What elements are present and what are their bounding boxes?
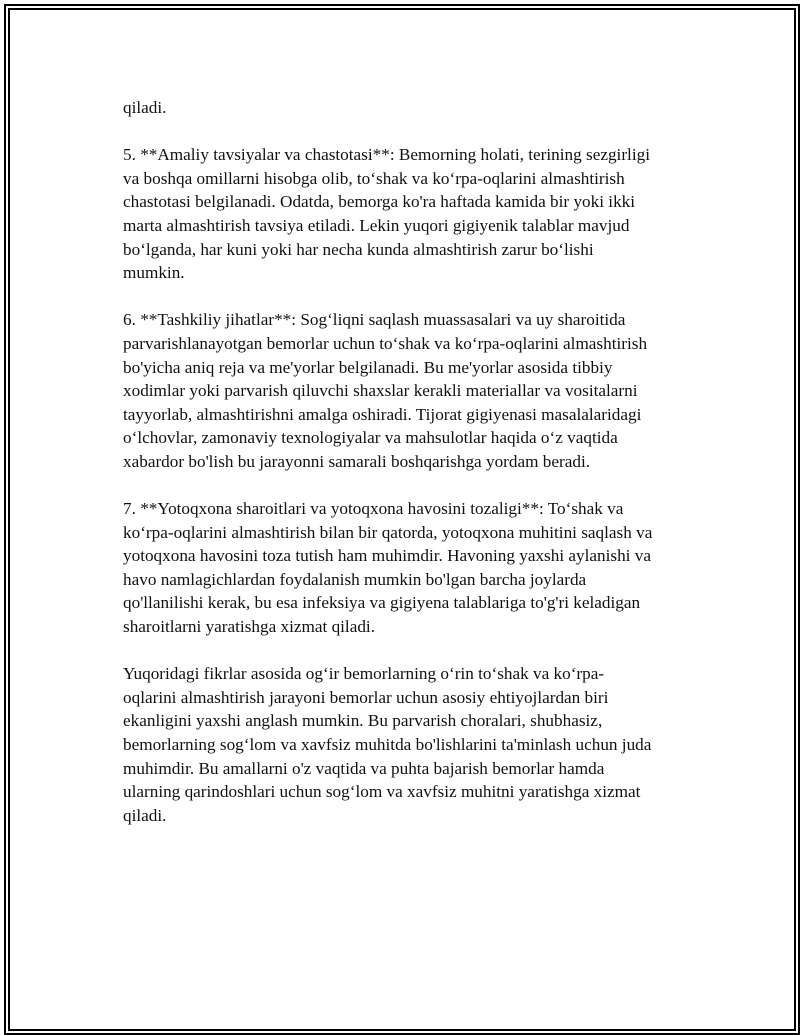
paragraph-conclusion: Yuqoridagi fikrlar asosida og‘ir bemorlarning o‘rin to‘shak va ko‘rpa- oqlarini almashtirish jarayoni bemorlar uchun asosiy ehtiyojlardan biri ekanligini yaxshi anglash mumkin. Bu parvarish choralari, shubhasiz, bemorlarning sog‘lom va xavfsiz muhitda bo'lishlarini ta'minlash uchun juda muhimdir. Bu amallarni o'z vaqtida va puhta bajarish bemorlar hamda ularning qarindoshlari uchun sog‘lom va xavfsiz muhitni yaratishga xizmat qiladi. (123, 664, 652, 825)
paragraph-item-7: 7. **Yotoqxona sharoitlari va yotoqxona havosini tozaligi**: To‘shak va ko‘rpa-oqlarini almashtirish bilan bir qatorda, yotoqxona muhitini saqlash va yotoqxona havosini toza tutish ham muhimdir. Havoning yaxshi aylanishi va havo namlagichlardan foydalanish mumkin bo'lgan barcha joylarda qo'llanilishi kerak, bu esa infeksiya va gigiyena talablariga to'g'ri keladigan sharoitlarni yaratishga xizmat qiladi. (123, 499, 653, 637)
paragraph-item-5: 5. **Amaliy tavsiyalar va chastotasi**: Bemorning holati, terining sezgirligi va boshqa omillarni hisobga olib, to‘shak va ko‘rpa-oqlarini almashtirish chastotasi belgilanadi. Odatda, bemorga ko'ra haftada kamida bir yoki ikki marta almashtirish tavsiya etiladi. Lekin yuqori gigiyenik talablar mavjud bo‘lganda, har kuni yoki har necha kunda almashtirish zarur bo‘lishi mumkin. (123, 145, 650, 283)
page-frame (4, 4, 800, 1035)
paragraph-item-6: 6. **Tashkiliy jihatlar**: Sog‘liqni saqlash muassasalari va uy sharoitida parvarishlanayotgan bemorlar uchun to‘shak va ko‘rpa-oqlarini almashtirish bo'yicha aniq reja va me'yorlar belgilanadi. Bu me'yorlar asosida tibbiy xodimlar yoki parvarish qiluvchi shaxslar kerakli materiallar va vositalarni tayyorlab, almashtirishni amalga oshiradi. Tijorat gigiyenasi masalalaridagi o‘lchovlar, zamonaviy texnologiyalar va mahsulotlar haqida o‘z vaqtida xabardor bo'lish bu jarayonni samarali boshqarishga yordam beradi. (123, 310, 648, 471)
document-body (123, 96, 703, 827)
paragraph-continuation: qiladi. (123, 98, 167, 117)
